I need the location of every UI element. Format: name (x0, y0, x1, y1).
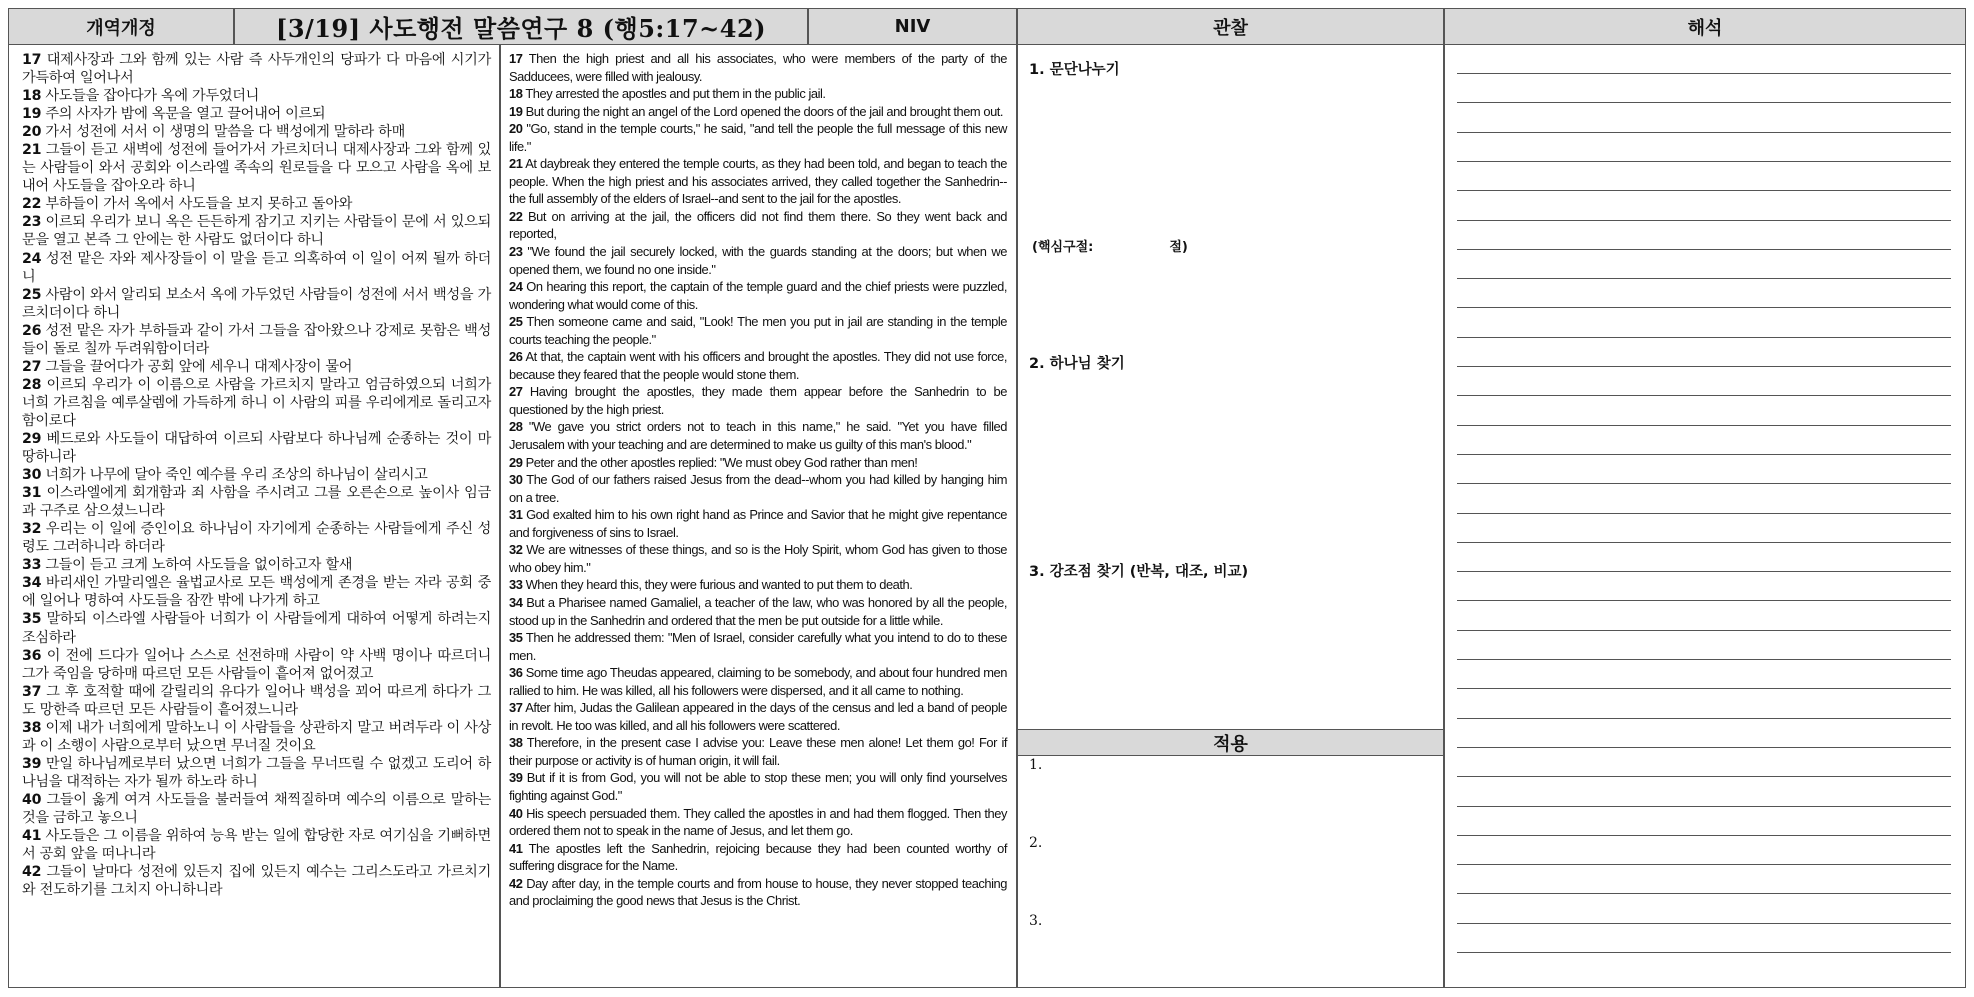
verse-27 (509, 383, 1007, 418)
writing-line (1457, 249, 1951, 250)
writing-line (1457, 190, 1951, 191)
verse-23 (509, 243, 1007, 278)
verse-text: Therefore, in the present case I advise you: Leave these men alone! Let them go! For if their purpose or activity is of human origin, it will fail. (509, 735, 1007, 768)
verse-32 (509, 541, 1007, 576)
verse-number: 18 (509, 86, 523, 102)
verse-number: 27 (22, 358, 42, 375)
verse-38 (22, 719, 491, 755)
writing-line (1457, 688, 1951, 689)
verse-number: 39 (22, 755, 42, 772)
page-title-text: [3/19] 사도행전 말씀연구 8 (행5:17~42) (275, 14, 767, 43)
verse-text: 그들이 듣고 크게 노하여 사도들을 없이하고자 할새 (41, 557, 353, 574)
verse-text: They arrested the apostles and put them in the public jail. (522, 86, 826, 102)
verse-number: 22 (22, 196, 42, 213)
verse-number: 32 (509, 542, 523, 558)
writing-line (1457, 73, 1951, 74)
application-item-1: 1. (1029, 757, 1043, 773)
writing-line (1457, 337, 1951, 338)
verse-text: Then the high priest and all his associates, who were members of the party of the Sadducees, were filled with jealousy. (509, 51, 1007, 84)
verse-26 (509, 348, 1007, 383)
verse-42 (22, 863, 491, 899)
verse-text: When they heard this, they were furious and wanted to put them to death. (522, 577, 913, 593)
verse-20 (509, 120, 1007, 155)
verse-31 (509, 506, 1007, 541)
verse-text: "Go, stand in the temple courts," he said, "and tell the people the full message of this new life." (509, 121, 1007, 154)
verse-text: "We gave you strict orders not to teach in this name," he said. "Yet you have filled Jerusalem with your teaching and are determined to make us guilty of this man's blood." (509, 419, 1007, 453)
verse-24 (509, 278, 1007, 313)
verse-number: 28 (509, 419, 523, 435)
verse-number: 25 (509, 314, 523, 330)
writing-line (1457, 571, 1951, 572)
verse-18 (509, 85, 1007, 103)
verse-37 (22, 683, 491, 719)
verse-text: 그 후 호적할 때에 갈릴리의 유다가 일어나 백성을 꾀어 따르게 하다가 그도 망한즉 따르던 모든 사람들이 흩어졌느니라 (22, 683, 491, 718)
korean-version-label: 개역개정 (86, 17, 156, 39)
writing-line (1457, 630, 1951, 631)
observation-label: 관찰 (1213, 17, 1248, 39)
verse-text: "We found the jail securely locked, with the guards standing at the doors; but when we opened them, we found no one inside." (509, 244, 1007, 277)
verse-21 (509, 155, 1007, 208)
verse-number: 35 (22, 611, 42, 628)
verse-text: His speech persuaded them. They called the apostles in and had them flogged. Then they ordered them not to speak in the name of Jesus, and let them go. (509, 805, 1007, 839)
verse-text: The God of our fathers raised Jesus from the dead--whom you had killed by hanging him on a tree. (509, 472, 1007, 505)
verse-32 (22, 520, 491, 556)
verse-42 (509, 875, 1007, 910)
verse-28 (509, 418, 1007, 453)
verse-text: 만일 하나님께로부터 났으면 너희가 그들을 무너뜨릴 수 없겠고 도리어 하나님을 대적하는 자가 될까 하노라 하니 (22, 755, 491, 790)
verse-text: 그들이 듣고 새벽에 성전에 들어가서 가르치더니 대제사장과 그와 함께 있는 사람들이 와서 공회와 이스라엘 족속의 원로들을 다 모으고 사람을 옥에 보내어 사도들을 잡아오라 하니 (22, 142, 491, 195)
verse-number: 28 (22, 376, 42, 393)
verse-17 (22, 51, 491, 87)
verse-number: 22 (509, 208, 523, 224)
verse-text: 그들이 옳게 여겨 사도들을 불러들여 채찍질하며 예수의 이름으로 말하는 것을 금하고 놓으니 (22, 791, 491, 826)
verse-number: 40 (22, 791, 42, 808)
observation-item-1: 1. 문단나누기 (1029, 62, 1120, 78)
verse-text: 이 전에 드다가 일어나 스스로 선전하매 사람이 약 사백 명이나 따르더니 그가 죽임을 당하매 따르던 모든 사람들이 흩어져 없어졌고 (22, 647, 491, 682)
verse-text: At daybreak they entered the temple courts, as they had been told, and began to teach the people. When the high priest and his associates arrived, they called together the Sanhedrin--the full assembly of the elders of Israel--and sent to the jail for the apostles. (509, 156, 1007, 207)
writing-line (1457, 425, 1951, 426)
verse-19 (509, 103, 1007, 121)
verse-30 (509, 471, 1007, 506)
application-header (1018, 729, 1443, 756)
verse-number: 31 (509, 507, 523, 523)
writing-line (1457, 454, 1951, 455)
verse-33 (22, 556, 491, 574)
interpretation-header (1444, 8, 1966, 45)
writing-line (1457, 307, 1951, 308)
niv-header (808, 8, 1017, 45)
key-verse-label (1032, 236, 1188, 255)
writing-line (1457, 835, 1951, 836)
application-item-2: 2. (1029, 835, 1043, 851)
verse-number: 17 (22, 52, 42, 68)
verse-28 (22, 376, 491, 430)
verse-36 (509, 664, 1007, 699)
verse-40 (509, 805, 1007, 840)
observation-header (1017, 8, 1444, 45)
writing-line (1457, 718, 1951, 719)
observation-item-3: 3. 강조점 찾기 (반복, 대조, 비교) (1029, 564, 1249, 580)
verse-text: But on arriving at the jail, the officers did not find them there. So they went back and reported, (509, 208, 1007, 242)
verse-number: 26 (22, 322, 42, 339)
verse-number: 32 (22, 521, 42, 538)
verse-text: Then someone came and said, "Look! The men you put in jail are standing in the temple courts teaching the people." (509, 314, 1007, 347)
application-label: 적용 (1213, 733, 1248, 755)
verse-number: 29 (22, 430, 42, 447)
verse-number: 41 (22, 828, 42, 845)
verse-text: 성전 맡은 자가 부하들과 같이 가서 그들을 잡아왔으나 강제로 못함은 백성들이 돌로 칠까 두려워함이더라 (22, 322, 491, 357)
verse-33 (509, 576, 1007, 594)
verse-number: 38 (509, 735, 523, 751)
verse-text: 이스라엘에게 회개함과 죄 사함을 주시려고 그를 오른손으로 높이사 임금과 구주로 삼으셨느니라 (22, 485, 491, 520)
verse-text: At that, the captain went with his officers and brought the apostles. They did not use force, because they feared that the people would stone them. (509, 349, 1007, 382)
verse-number: 41 (509, 840, 523, 856)
verse-number: 37 (509, 700, 523, 716)
verse-number: 33 (509, 577, 523, 593)
writing-line (1457, 893, 1951, 894)
writing-line (1457, 132, 1951, 133)
writing-line (1457, 864, 1951, 865)
verse-34 (509, 594, 1007, 629)
verse-number: 23 (509, 244, 523, 260)
verse-text: 사도들을 잡아다가 옥에 가두었더니 (41, 88, 260, 105)
verse-17 (509, 50, 1007, 85)
verse-number: 27 (509, 384, 523, 400)
verse-text: 베드로와 사도들이 대답하여 이르되 사람보다 하나님께 순종하는 것이 마땅하니라 (22, 430, 491, 466)
verse-number: 21 (22, 142, 42, 159)
verse-27 (22, 358, 491, 376)
verse-number: 35 (509, 630, 523, 646)
writing-line (1457, 278, 1951, 279)
verse-number: 20 (509, 121, 523, 137)
verse-number: 30 (22, 467, 42, 484)
key-verse-suffix: 절) (1169, 240, 1188, 255)
verse-text: But a Pharisee named Gamaliel, a teacher of the law, who was honored by all the people, stood up in the Sanhedrin and ordered that the men be put outside for a little while. (509, 594, 1007, 628)
verse-25 (22, 286, 491, 322)
verse-text: Having brought the apostles, they made them appear before the Sanhedrin to be questioned by the high priest. (509, 384, 1007, 417)
verse-text: Day after day, in the temple courts and from house to house, they never stopped teaching and proclaiming the good news that Jesus is the Christ. (509, 875, 1007, 909)
verse-35 (22, 610, 491, 646)
observation-item-2: 2. 하나님 찾기 (1029, 356, 1125, 372)
verse-text: 부하들이 가서 옥에서 사도들을 보지 못하고 돌아와 (41, 196, 353, 213)
verse-37 (509, 699, 1007, 734)
verse-number: 31 (22, 485, 42, 502)
verse-number: 34 (509, 594, 523, 610)
writing-line (1457, 483, 1951, 484)
verse-text: 그들이 날마다 성전에 있든지 집에 있든지 예수는 그리스도라고 가르치기와 전도하기를 그치지 아니하니라 (22, 864, 491, 899)
verse-number: 42 (509, 875, 523, 891)
verse-35 (509, 629, 1007, 664)
verse-22 (22, 195, 491, 213)
verse-text: 이르되 우리가 보니 옥은 든든하게 잠기고 지키는 사람들이 문에 서 있으되 문을 열고 본즉 그 안에는 한 사람도 없더이다 하니 (22, 214, 491, 249)
writing-line (1457, 395, 1951, 396)
verse-text: But if it is from God, you will not be able to stop these men; you will only find yourselves fighting against God." (509, 770, 1007, 803)
verse-number: 25 (22, 286, 42, 303)
writing-line (1457, 366, 1951, 367)
verse-text: 주의 사자가 밤에 옥문을 열고 끌어내어 이르되 (41, 106, 326, 123)
verse-31 (22, 484, 491, 520)
verse-number: 30 (509, 472, 523, 488)
interpretation-panel (1444, 45, 1966, 988)
writing-line (1457, 952, 1951, 953)
verse-26 (22, 322, 491, 358)
verse-22 (509, 208, 1007, 243)
verse-number: 21 (509, 156, 523, 172)
verse-number: 26 (509, 349, 523, 365)
verse-29 (509, 454, 1007, 472)
verse-20 (22, 123, 491, 141)
verse-text: On hearing this report, the captain of the temple guard and the chief priests were puzzled, wondering what would come of this. (509, 279, 1007, 312)
observation-panel (1017, 45, 1444, 988)
verse-text: 바리새인 가말리엘은 율법교사로 모든 백성에게 존경을 받는 자라 공회 중에 일어나 명하여 사도들을 잠깐 밖에 나가게 하고 (22, 575, 491, 610)
verse-23 (22, 213, 491, 249)
verse-number: 33 (22, 557, 42, 574)
verse-19 (22, 105, 491, 123)
verse-29 (22, 430, 491, 466)
verse-text: 말하되 이스라엘 사람들아 너희가 이 사람들에게 대하여 어떻게 하려는지 조심하라 (22, 611, 491, 646)
verse-21 (22, 141, 491, 195)
application-item-3: 3. (1029, 913, 1043, 929)
verse-text: Peter and the other apostles replied: "We must obey God rather than men! (522, 454, 918, 470)
verse-text: 사람이 와서 알리되 보소서 옥에 가두었던 사람들이 성전에 서서 백성을 가르치더이다 하니 (22, 286, 491, 321)
verse-text: Some time ago Theudas appeared, claiming to be somebody, and about four hundred men rallied to him. He was killed, all his followers were dispersed, and it all came to nothing. (509, 665, 1007, 698)
verse-number: 23 (22, 214, 42, 231)
korean-version-header (8, 8, 234, 45)
verse-number: 17 (509, 51, 523, 66)
verse-18 (22, 87, 491, 105)
verse-text: 가서 성전에 서서 이 생명의 말씀을 다 백성에게 말하라 하매 (41, 124, 405, 141)
verse-text: Then he addressed them: "Men of Israel, consider carefully what you intend to do to these men. (509, 630, 1007, 663)
verse-number: 37 (22, 683, 42, 700)
writing-line (1457, 542, 1951, 543)
verse-text: God exalted him to his own right hand as Prince and Savior that he might give repentance and forgiveness of sins to Israel. (509, 507, 1007, 540)
verse-number: 24 (509, 279, 523, 295)
verse-40 (22, 791, 491, 827)
interpretation-label: 해석 (1687, 17, 1723, 39)
niv-label: NIV (894, 16, 931, 37)
writing-line (1457, 659, 1951, 660)
verse-text: The apostles left the Sanhedrin, rejoicing because they had been counted worthy of suffering disgrace for the Name. (509, 840, 1007, 874)
verse-number: 42 (22, 864, 42, 881)
verse-number: 19 (22, 106, 42, 123)
verse-text: 너희가 나무에 달아 죽인 예수를 우리 조상의 하나님이 살리시고 (41, 467, 428, 484)
niv-text-column (500, 45, 1017, 988)
verse-text: 우리는 이 일에 증인이요 하나님이 자기에게 순종하는 사람들에게 주신 성령도 그러하니라 하더라 (22, 521, 491, 556)
verse-39 (22, 755, 491, 791)
verse-number: 19 (509, 103, 523, 119)
writing-line (1457, 513, 1951, 514)
verse-39 (509, 769, 1007, 804)
verse-25 (509, 313, 1007, 348)
verse-number: 38 (22, 719, 42, 736)
page-title (234, 8, 808, 45)
writing-line (1457, 102, 1951, 103)
verse-text: After him, Judas the Galilean appeared in the days of the census and led a band of people in revolt. He too was killed, and all his followers were scattered. (509, 700, 1007, 733)
verse-34 (22, 574, 491, 610)
verse-number: 20 (22, 124, 42, 141)
verse-text: We are witnesses of these things, and so is the Holy Spirit, whom God has given to those who obey him." (509, 542, 1007, 575)
verse-text: But during the night an angel of the Lord opened the doors of the jail and brought them out. (522, 103, 1004, 119)
korean-text-column (8, 45, 500, 988)
verse-number: 24 (22, 250, 42, 267)
verse-number: 40 (509, 805, 523, 821)
writing-line (1457, 776, 1951, 777)
verse-41 (22, 827, 491, 863)
verse-number: 39 (509, 770, 523, 786)
verse-text: 이제 내가 너희에게 말하노니 이 사람들을 상관하지 말고 버려두라 이 사상과 이 소행이 사람으로부터 났으면 무너질 것이요 (22, 719, 491, 754)
writing-line (1457, 806, 1951, 807)
verse-text: 성전 맡은 자와 제사장들이 이 말을 듣고 의혹하여 이 일이 어찌 될까 하더니 (22, 250, 491, 285)
writing-line (1457, 923, 1951, 924)
verse-text: 이르되 우리가 이 이름으로 사람을 가르치지 말라고 엄금하였으되 너희가 너희 가르침을 예루살렘에 가득하게 하니 이 사람의 피를 우리에게로 돌리고자 함이로다 (22, 376, 491, 429)
writing-line (1457, 220, 1951, 221)
verse-number: 29 (509, 454, 523, 470)
verse-number: 36 (509, 665, 523, 681)
verse-text: 사도들은 그 이름을 위하여 능욕 받는 일에 합당한 자로 여기심을 기뻐하면서 공회 앞을 떠나니라 (22, 828, 491, 863)
verse-text: 대제사장과 그와 함께 있는 사람 즉 사두개인의 당파가 다 마음에 시기가 가득하여 일어나서 (22, 52, 491, 87)
verse-24 (22, 250, 491, 286)
writing-line (1457, 747, 1951, 748)
verse-41 (509, 840, 1007, 875)
verse-text: 그들을 끌어다가 공회 앞에 세우니 대제사장이 물어 (41, 358, 353, 375)
verse-number: 36 (22, 647, 42, 664)
writing-line (1457, 161, 1951, 162)
verse-number: 34 (22, 575, 42, 592)
verse-number: 18 (22, 88, 42, 105)
verse-36 (22, 647, 491, 683)
verse-30 (22, 466, 491, 484)
verse-38 (509, 734, 1007, 769)
key-verse-prefix: (핵심구절: (1032, 240, 1094, 255)
writing-line (1457, 600, 1951, 601)
